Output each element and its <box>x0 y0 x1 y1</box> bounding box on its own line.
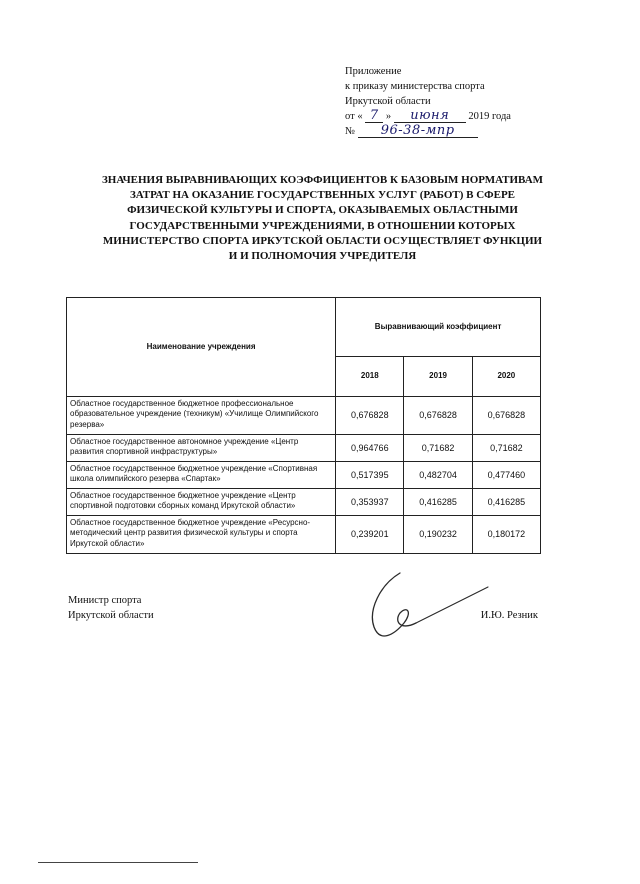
table-row <box>67 462 541 489</box>
coef-value: 0,416285 <box>404 489 472 516</box>
appendix-order-ref: к приказу министерства спорта <box>345 81 485 92</box>
table-row <box>67 516 541 554</box>
coef-value: 0,676828 <box>404 397 472 435</box>
title-line: ГОСУДАРСТВЕННЫМИ УЧРЕЖДЕНИЯМИ, В ОТНОШЕНИИ КОТОРЫХ <box>129 219 516 232</box>
coef-value: 0,517395 <box>336 462 404 489</box>
date-prefix: от « <box>345 111 363 122</box>
coef-value: 0,477460 <box>472 462 540 489</box>
institution-name: Областное государственное автономное учреждение «Центр развития спортивной инфраструктуры» <box>67 435 336 462</box>
table-row <box>67 397 541 435</box>
coef-value: 0,416285 <box>472 489 540 516</box>
table-row <box>67 489 541 516</box>
coef-value: 0,239201 <box>336 516 404 554</box>
title-line: И И ПОЛНОМОЧИЯ УЧРЕДИТЕЛЯ <box>228 250 417 263</box>
signer-name: И.Ю. Резник <box>480 610 538 621</box>
table-row <box>67 435 541 462</box>
signer-region: Иркутской области <box>68 610 154 621</box>
column-header-name: Наименование учреждения <box>67 298 336 397</box>
title-line: МИНИСТЕРСТВО СПОРТА ИРКУТСКОЙ ОБЛАСТИ ОСУЩЕСТВЛЯЕТ ФУНКЦИИ <box>102 234 543 247</box>
coef-value: 0,71682 <box>472 435 540 462</box>
signature-block <box>68 593 538 623</box>
coef-value: 0,482704 <box>404 462 472 489</box>
year-header-2018: 2018 <box>336 356 404 396</box>
year-header-2020: 2020 <box>472 356 540 396</box>
number-prefix: № <box>345 126 356 137</box>
number-value: 96-38-мпр <box>358 125 478 138</box>
title-line: ЗАТРАТ НА ОКАЗАНИЕ ГОСУДАРСТВЕННЫХ УСЛУГ (РАБОТ) В СФЕРЕ <box>129 189 516 202</box>
institution-name: Областное государственное бюджетное профессиональное образовательное учреждение (техникум) «Училище Олимпийского резерва» <box>67 397 336 435</box>
signer-position: Министр спорта <box>68 595 142 606</box>
date-day: 7 <box>365 110 383 123</box>
institution-name: Областное государственное бюджетное учреждение «Ресурсно-методический центр развития физической культуры и спорта Иркутской области» <box>67 516 336 554</box>
date-suffix: 2019 года <box>468 111 511 122</box>
appendix-number <box>345 124 535 139</box>
date-mid: » <box>385 111 392 122</box>
appendix-header <box>345 64 535 139</box>
appendix-label: Приложение <box>345 66 402 77</box>
document-title <box>60 173 585 264</box>
appendix-region: Иркутской области <box>345 96 431 107</box>
institution-name: Областное государственное бюджетное учреждение «Спортивная школа олимпийского резерва «Спартак» <box>67 462 336 489</box>
coef-value: 0,676828 <box>336 397 404 435</box>
coef-value: 0,71682 <box>404 435 472 462</box>
title-line: ФИЗИЧЕСКОЙ КУЛЬТУРЫ И СПОРТА, ОКАЗЫВАЕМЫХ ОБЛАСТНЫМИ <box>127 204 518 217</box>
institution-name: Областное государственное бюджетное учреждение «Центр спортивной подготовки сборных команд Иркутской области» <box>67 489 336 516</box>
appendix-date <box>345 109 535 124</box>
title-line: ЗНАЧЕНИЯ ВЫРАВНИВАЮЩИХ КОЭФФИЦИЕНТОВ К БАЗОВЫМ НОРМАТИВАМ <box>101 174 544 186</box>
coef-value: 0,190232 <box>404 516 472 554</box>
coef-value: 0,353937 <box>336 489 404 516</box>
coef-value: 0,180172 <box>472 516 540 554</box>
coef-value: 0,964766 <box>336 435 404 462</box>
column-header-coefficient: Выравнивающий коэффициент <box>336 298 541 357</box>
footnote-divider <box>38 862 198 863</box>
coef-value: 0,676828 <box>472 397 540 435</box>
year-header-2019: 2019 <box>404 356 472 396</box>
date-month: июня <box>394 110 466 123</box>
coefficients-table <box>66 297 541 554</box>
